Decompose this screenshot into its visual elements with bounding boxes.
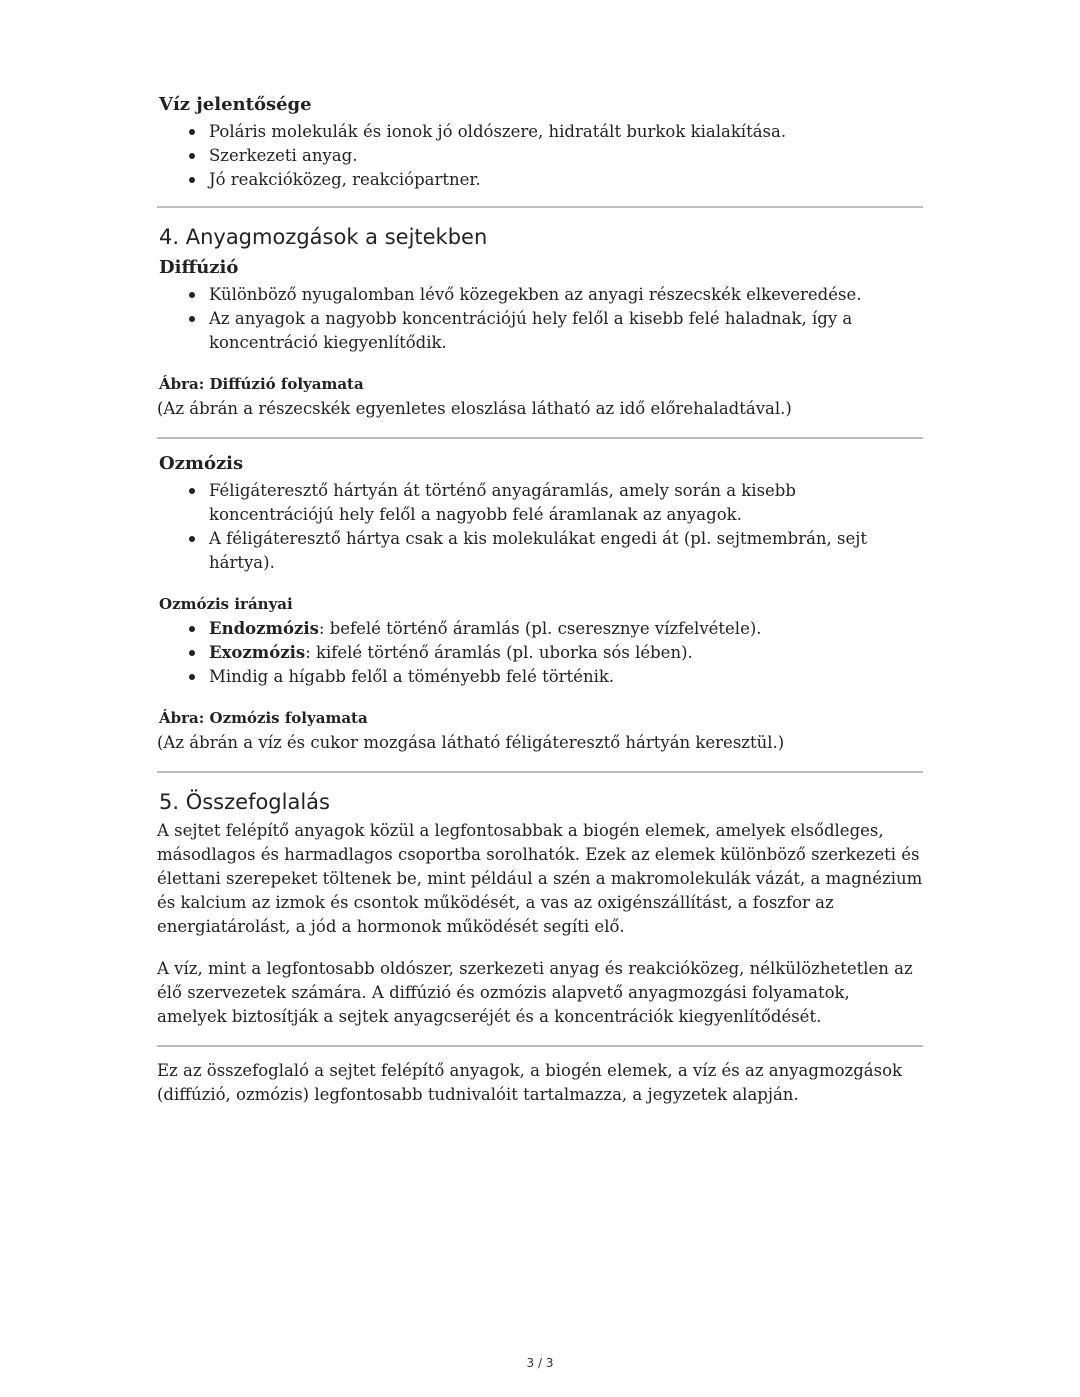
list-item: A féligáteresztő hártya csak a kis molekulákat engedi át (pl. sejtmembrán, sejt hártya). bbox=[209, 527, 923, 575]
osmosis-directions-heading: Ozmózis irányai bbox=[159, 595, 293, 613]
osmosis-figure-title: Ábra: Ozmózis folyamata bbox=[159, 709, 368, 727]
list-item: Az anyagok a nagyobb koncentrációjú hely felől a kisebb felé haladnak, így a koncentráció kiegyenlítődik. bbox=[209, 307, 923, 355]
water-heading: Víz jelentősége bbox=[159, 94, 312, 115]
osmosis-figure-caption: (Az ábrán a víz és cukor mozgása látható féligáteresztő hártyán keresztül.) bbox=[157, 733, 785, 752]
divider bbox=[157, 1045, 923, 1047]
osmosis-list bbox=[209, 479, 923, 575]
summary-paragraph-1: A sejtet felépítő anyagok közül a legfontosabbak a biogén elemek, amelyek elsődleges, másodlagos és harmadlagos csoportba sorolhatók. Ezek az elemek különböző szerkezeti és élettani szerepeket töltenek be, mint például a szén a makromolekulák vázát, a magnézium és kalcium az izmok és csontok működését, a vas az oxigénszállítást, a foszfor az energiatárolást, a jód a hormonok működését segíti elő. bbox=[157, 821, 923, 936]
list-item bbox=[209, 617, 923, 641]
divider bbox=[157, 771, 923, 773]
diffusion-list bbox=[209, 283, 923, 355]
divider bbox=[157, 206, 923, 208]
diffusion-figure-title: Ábra: Diffúzió folyamata bbox=[159, 375, 364, 393]
definition: : befelé történő áramlás (pl. cseresznye vízfelvétele). bbox=[318, 619, 762, 638]
diffusion-heading: Diffúzió bbox=[159, 257, 239, 278]
summary-paragraph-2: A víz, mint a legfontosabb oldószer, szerkezeti anyag és reakcióközeg, nélkülözhetetlen az élő szervezetek számára. A diffúzió és ozmózis alapvető anyagmozgási folyamatok, amelyek biztosítják a sejtek anyagcseréjét és a koncentrációk kiegyenlítődését. bbox=[157, 959, 913, 1026]
diffusion-figure-caption: (Az ábrán a részecskék egyenletes eloszlása látható az idő előrehaladtával.) bbox=[157, 399, 792, 418]
page-number: 3 / 3 bbox=[526, 1356, 554, 1370]
list-item: Szerkezeti anyag. bbox=[209, 144, 923, 168]
section-5-title: 5. Összefoglalás bbox=[159, 790, 330, 814]
definition: : kifelé történő áramlás (pl. uborka sós lében). bbox=[305, 643, 693, 662]
term: Endozmózis bbox=[209, 619, 319, 638]
divider bbox=[157, 437, 923, 439]
osmosis-directions-list bbox=[209, 617, 923, 689]
list-item: Poláris molekulák és ionok jó oldószere, hidratált burkok kialakítása. bbox=[209, 120, 923, 144]
document-page bbox=[157, 92, 923, 1107]
term: Exozmózis bbox=[209, 643, 306, 662]
list-item bbox=[209, 641, 923, 665]
list-item bbox=[209, 665, 923, 689]
water-list bbox=[209, 120, 923, 192]
definition: Mindig a hígabb felől a töményebb felé történik. bbox=[209, 667, 615, 686]
closing-note: Ez az összefoglaló a sejtet felépítő anyagok, a biogén elemek, a víz és az anyagmozgások (diffúzió, ozmózis) legfontosabb tudnivalóit tartalmazza, a jegyzetek alapján. bbox=[157, 1061, 903, 1104]
list-item: Különböző nyugalomban lévő közegekben az anyagi részecskék elkeveredése. bbox=[209, 283, 923, 307]
osmosis-heading: Ozmózis bbox=[159, 453, 244, 474]
list-item: Féligáteresztő hártyán át történő anyagáramlás, amely során a kisebb koncentrációjú hely felől a nagyobb felé áramlanak az anyagok. bbox=[209, 479, 923, 527]
section-4-title: 4. Anyagmozgások a sejtekben bbox=[159, 225, 488, 249]
list-item: Jó reakcióközeg, reakciópartner. bbox=[209, 168, 923, 192]
